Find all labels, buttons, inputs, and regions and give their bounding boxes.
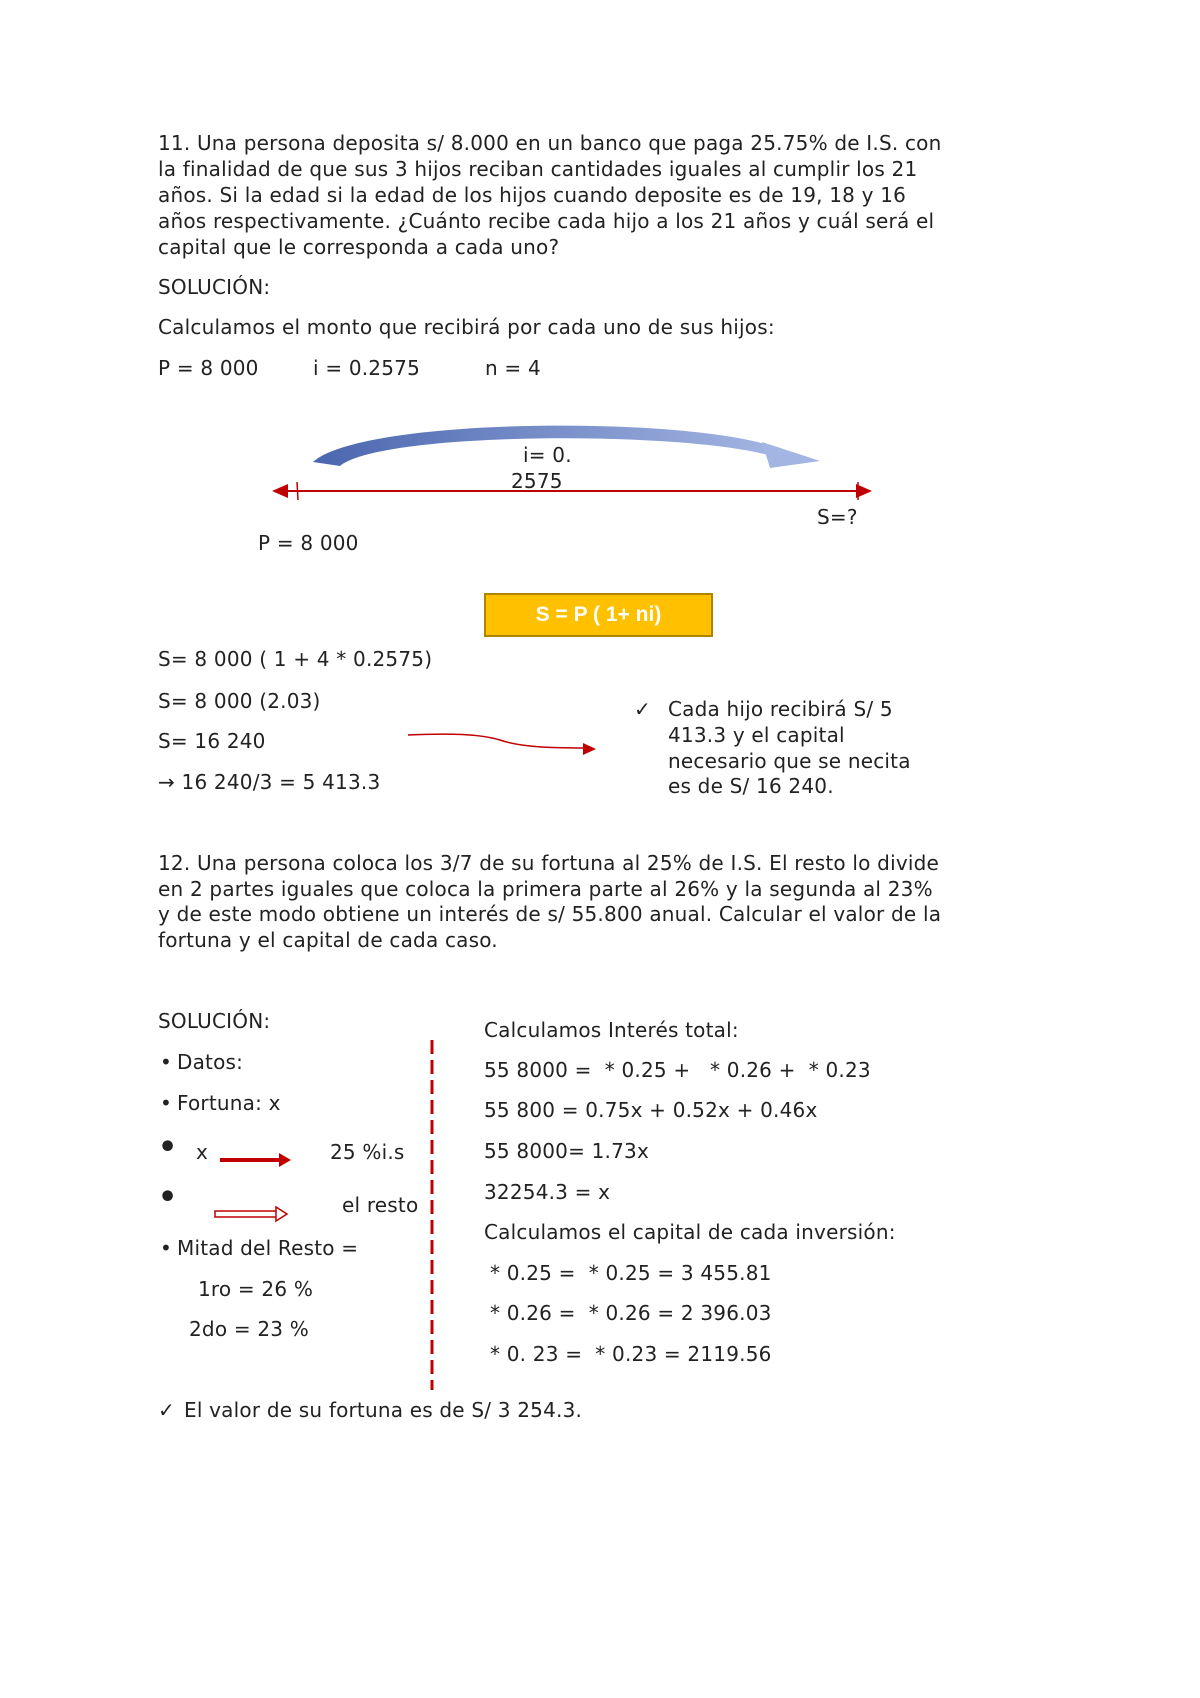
- calc-step: S= 8 000 (2.03): [158, 689, 321, 713]
- capital-line: * 0. 23 = * 0.23 = 2119.56: [490, 1342, 772, 1366]
- interest-line: 55 8000= 1.73x: [484, 1139, 649, 1163]
- p11-statement-line: años. Si la edad si la edad de los hijos cuando deposite es de 19, 18 y 16: [158, 183, 907, 207]
- check-icon: ✓: [158, 1398, 175, 1422]
- capital-line: * 0.25 = * 0.25 = 3 455.81: [490, 1261, 772, 1285]
- data-first-part: 1ro = 26 %: [198, 1277, 314, 1301]
- param-rate: i = 0.2575: [313, 356, 421, 380]
- data-fortuna: Fortuna: x: [177, 1091, 281, 1115]
- p12-statement-line: fortuna y el capital de cada caso.: [158, 928, 498, 952]
- p11-conclusion-line: es de S/ 16 240.: [668, 774, 834, 798]
- diagram-present-value: P = 8 000: [258, 531, 359, 555]
- timeline-start-tick: [297, 482, 298, 500]
- p11-intro: Calculamos el monto que recibirá por cada uno de sus hijos:: [158, 315, 775, 339]
- interest-heading: Calculamos Interés total:: [484, 1018, 739, 1042]
- interest-arc-arrowhead: [762, 442, 820, 468]
- rest-arrow-shaft: [215, 1211, 277, 1217]
- interest-line: 32254.3 = x: [484, 1180, 611, 1204]
- p12-conclusion: El valor de su fortuna es de S/ 3 254.3.: [184, 1398, 583, 1422]
- p11-conclusion-line: 413.3 y el capital: [668, 723, 845, 747]
- calc-step: S= 16 240: [158, 729, 266, 753]
- rate-arrowhead: [279, 1153, 291, 1167]
- param-principal: P = 8 000: [158, 356, 259, 380]
- bullet-icon: •: [158, 1180, 178, 1215]
- formula-text: S = P ( 1+ ni): [535, 603, 662, 626]
- data-half-rest: Mitad del Resto =: [177, 1236, 359, 1260]
- calc-step: S= 8 000 ( 1 + 4 * 0.2575): [158, 647, 433, 671]
- calc-step: → 16 240/3 = 5 413.3: [158, 770, 381, 794]
- interest-line: 55 8000 = * 0.25 + * 0.26 + * 0.23: [484, 1058, 871, 1082]
- param-periods: n = 4: [485, 356, 541, 380]
- diagram-future-value: S=?: [817, 505, 858, 529]
- data-x: x: [196, 1140, 209, 1164]
- timeline-left-arrowhead: [272, 484, 288, 498]
- p11-statement-line: capital que le corresponda a cada uno?: [158, 235, 560, 259]
- p12-solution-label: SOLUCIÓN:: [158, 1009, 271, 1033]
- p11-statement-line: años respectivamente. ¿Cuánto recibe cada hijo a los 21 años y cuál será el: [158, 209, 935, 233]
- check-icon: ✓: [634, 697, 651, 721]
- result-arrowhead: [583, 743, 596, 755]
- data-heading: Datos:: [177, 1050, 244, 1074]
- p12-statement-line: en 2 partes iguales que coloca la primera parte al 26% y la segunda al 23%: [158, 877, 933, 901]
- p12-statement-line: 12. Una persona coloca los 3/7 de su fortuna al 25% de I.S. El resto lo divide: [158, 851, 940, 875]
- p11-conclusion-line: necesario que se necita: [668, 749, 911, 773]
- p11-solution-label: SOLUCIÓN:: [158, 275, 271, 299]
- capital-line: * 0.26 = * 0.26 = 2 396.03: [490, 1301, 772, 1325]
- result-arrow: [408, 734, 585, 748]
- p12-statement-line: y de este modo obtiene un interés de s/ 55.800 anual. Calcular el valor de la: [158, 902, 942, 926]
- bullet-icon: •: [160, 1236, 172, 1260]
- p11-statement-line: 11. Una persona deposita s/ 8.000 en un banco que paga 25.75% de I.S. con: [158, 131, 942, 155]
- p11-statement-line: la finalidad de que sus 3 hijos reciban cantidades iguales al cumplir los 21: [158, 157, 918, 181]
- formula-box: [484, 593, 713, 637]
- p11-conclusion-line: Cada hijo recibirá S/ 5: [668, 697, 893, 721]
- interest-line: 55 800 = 0.75x + 0.52x + 0.46x: [484, 1098, 818, 1122]
- diagram-rate-label: i= 0.: [523, 443, 572, 467]
- bullet-icon: •: [160, 1091, 172, 1115]
- data-rest: el resto: [342, 1193, 419, 1217]
- bullet-icon: •: [160, 1050, 172, 1074]
- data-x-rate: 25 %i.s: [330, 1140, 405, 1164]
- diagram-rate-label: 2575: [511, 469, 563, 493]
- capital-heading: Calculamos el capital de cada inversión:: [484, 1220, 896, 1244]
- data-second-part: 2do = 23 %: [189, 1317, 309, 1341]
- rest-arrowhead: [276, 1207, 287, 1221]
- bullet-icon: •: [158, 1130, 178, 1165]
